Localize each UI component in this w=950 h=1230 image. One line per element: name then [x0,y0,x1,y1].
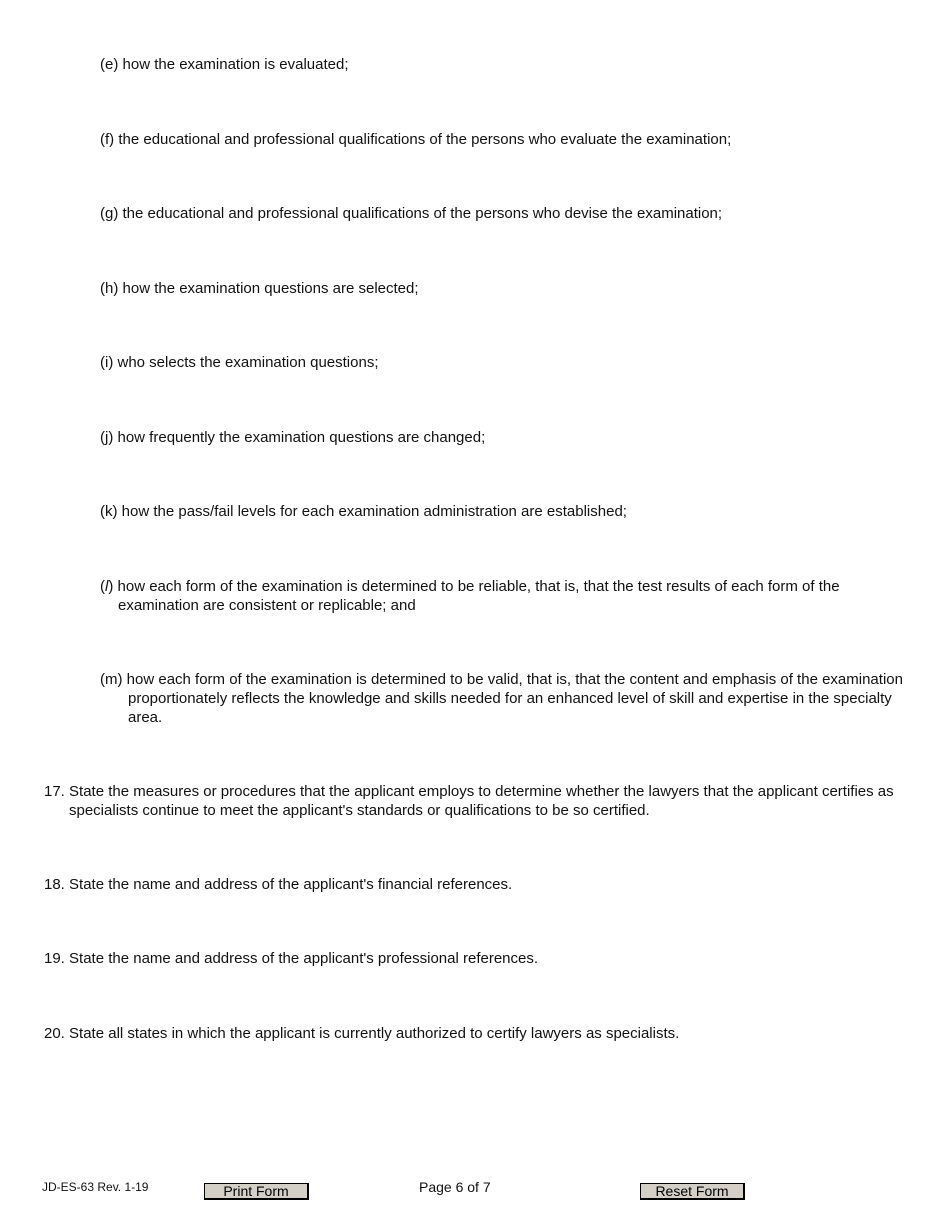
subitem-text: how the examination questions are selected; [122,280,419,297]
subitem-marker: (h) [100,280,119,297]
subitem-text: how frequently the examination questions are changed; [117,429,486,446]
subitem-marker: (f) [100,131,115,148]
question-number: 17. [44,783,65,800]
question-18 [44,875,939,894]
question-text: State all states in which the applicant is currently authorized to certify lawyers as specialists. [69,1025,680,1042]
subitem-l [100,577,908,615]
subitem-f [100,130,910,149]
question-text: State the measures or procedures that the applicant employs to determine whether the lawyers that the applicant certifies as specialists continue to meet the applicant's standards or qualifications to be so certified. [69,783,894,819]
question-17 [44,782,939,820]
subitem-marker: (e) [100,56,119,73]
question-20 [44,1024,939,1043]
page-number: Page 6 of 7 [419,1179,491,1195]
subitem-h [100,279,910,298]
question-text: State the name and address of the applicant's financial references. [69,876,513,893]
subitem-m [100,670,918,727]
subitem-text: who selects the examination questions; [117,354,379,371]
reset-form-button[interactable]: Reset Form [640,1183,745,1200]
subitem-text: how the examination is evaluated; [122,56,349,73]
question-number: 20. [44,1025,65,1042]
subitem-marker-open: ( [100,578,105,595]
subitem-marker-letter: l [105,578,109,595]
subitem-text: the educational and professional qualifications of the persons who devise the examination; [122,205,723,222]
print-form-button[interactable]: Print Form [204,1183,309,1200]
subitem-text: the educational and professional qualifications of the persons who evaluate the examination; [118,131,732,148]
subitem-marker-close: ) [108,578,114,595]
subitem-marker: (m) [100,671,123,688]
subitem-marker: (j) [100,429,114,446]
subitem-marker: (k) [100,503,118,520]
subitem-e [100,55,910,74]
subitem-marker: (i) [100,354,114,371]
question-number: 18. [44,876,65,893]
subitem-i [100,353,910,372]
question-text: State the name and address of the applicant's professional references. [69,950,539,967]
subitem-g [100,204,910,223]
question-19 [44,949,939,968]
subitem-text: how the pass/fail levels for each examination administration are established; [121,503,627,520]
subitem-text: how each form of the examination is determined to be reliable, that is, that the test results of each form of the examination are consistent or replicable; and [117,578,840,614]
subitem-k [100,502,910,521]
question-number: 19. [44,950,65,967]
subitem-text: how each form of the examination is determined to be valid, that is, that the content and emphasis of the examination proportionately reflects the knowledge and skills needed for an enhanced level of skill and expertise in the specialty area. [126,671,903,726]
form-code: JD-ES-63 Rev. 1-19 [42,1180,149,1194]
subitem-marker: (g) [100,205,119,222]
subitem-j [100,428,910,447]
